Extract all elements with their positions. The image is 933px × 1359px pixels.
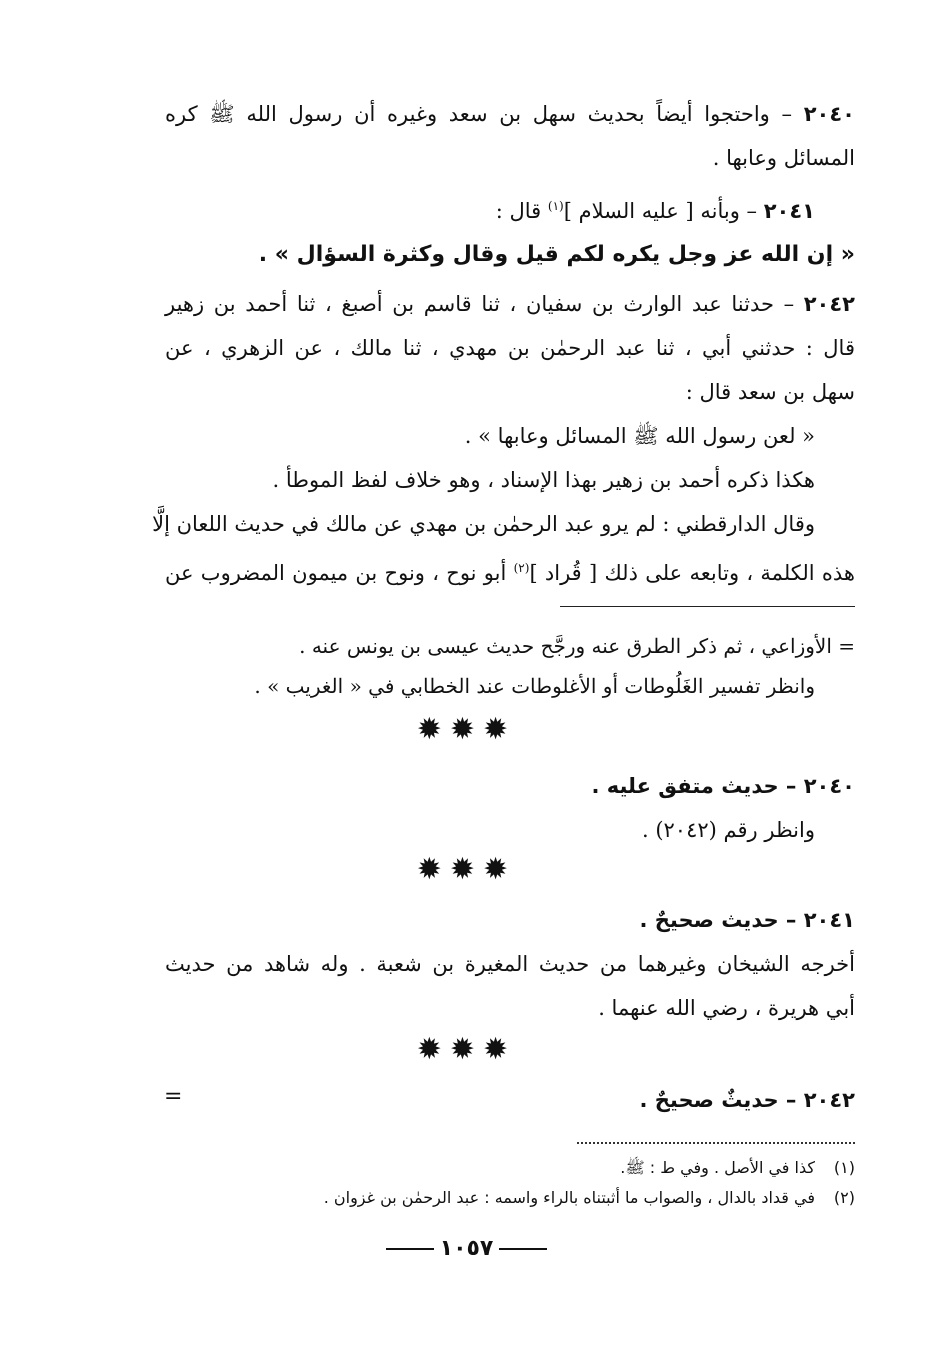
section-separator: ✹✹✹ [416, 1032, 517, 1067]
footnote-number: (١) [833, 1158, 855, 1177]
footnote-text: في قداد بالدال ، والصواب ما أثبتناه بالراء واسمه : عبد الرحمٰن بن غزوان . [323, 1188, 815, 1207]
footnote-1 [620, 1154, 855, 1182]
commentary-divider [560, 606, 855, 607]
footnote-text: كذا في الأصل . وفي ط : ﷺ. [620, 1158, 815, 1177]
hadith-number: ٢٠٤١ [763, 199, 815, 223]
footnote-ref: (١) [547, 199, 564, 213]
footnote-divider [577, 1142, 855, 1144]
dash-decoration [386, 1248, 434, 1250]
paragraph-text: المسائل وعابها . [712, 146, 855, 170]
commentary-text: أخرجه الشيخان وغيرهما من حديث المغيرة بن شعبة . وله شاهد من حديث [165, 952, 855, 976]
paragraph-2042 [152, 282, 855, 595]
paragraph-text: وقال الدارقطني : لم يرو عبد الرحمٰن بن مهدي عن مالك في حديث اللعان إلَّا [152, 512, 815, 536]
paragraph-text: – حدثنا عبد الوارث بن سفيان ، ثنا قاسم بن أصبغ ، ثنا أحمد بن زهير [165, 292, 795, 316]
commentary-2040 [165, 764, 855, 852]
commentary-text: = الأوزاعي ، ثم ذكر الطرق عنه ورجَّح حديث عيسى بن يونس عنه . [299, 634, 855, 658]
commentary-text: وانظر تفسير الغَلُوطات أو الأغلوطات عند الخطابي في « الغريب » . [254, 674, 815, 698]
paragraph-2041 [165, 184, 855, 277]
hadith-number: ٢٠٤٠ [803, 102, 855, 126]
commentary-2041 [165, 898, 855, 1030]
commentary-heading: ٢٠٤٢ – حديثٌ صحيحٌ . [639, 1088, 855, 1112]
footnote-ref: (٢) [513, 561, 530, 575]
paragraph-text: هذه الكلمة ، وتابعه على ذلك [ قُراد ] [529, 561, 855, 585]
footnote-2 [324, 1184, 855, 1212]
hadith-quote: « إن الله عز وجل يكره لكم قيل وقال وكثرة السؤال » . [258, 242, 855, 267]
paragraph-text: – واحتجوا أيضاً بحديث سهل بن سعد وغيره أن رسول الله ﷺ كره [165, 102, 792, 126]
section-separator: ✹✹✹ [416, 852, 517, 887]
commentary-heading: ٢٠٤٠ – حديث متفق عليه . [591, 774, 855, 798]
commentary-text: وانظر رقم (٢٠٤٢) . [641, 818, 815, 842]
commentary-continuation [165, 626, 855, 706]
section-separator: ✹✹✹ [416, 712, 517, 747]
hadith-number: ٢٠٤٢ [803, 292, 855, 316]
paragraph-text: هكذا ذكره أحمد بن زهير بهذا الإسناد ، وهو خلاف لفظ الموطأ . [272, 468, 815, 492]
paragraph-text: أبو نوح ، ونوح بن ميمون المضروب عن [165, 561, 514, 585]
commentary-heading: ٢٠٤١ – حديث صحيحٌ . [639, 908, 855, 932]
footnote-number: (٢) [833, 1188, 855, 1207]
paragraph-text: سهل بن سعد قال : [685, 380, 855, 404]
commentary-text: أبي هريرة ، رضي الله عنهما . [598, 996, 855, 1020]
paragraph-text: قال : [495, 199, 548, 223]
dash-decoration [499, 1248, 547, 1250]
commentary-2042 [165, 1078, 855, 1122]
paragraph-2040 [165, 92, 855, 180]
hadith-quote: « لعن رسول الله ﷺ المسائل وعابها » . [464, 424, 815, 448]
continued-mark: = [164, 1084, 183, 1109]
paragraph-text: – وبأنه [ عليه السلام ] [563, 199, 758, 223]
page-number [0, 1236, 933, 1261]
page-number-value: ١٠٥٧ [439, 1236, 494, 1261]
paragraph-text: قال : حدثني أبي ، ثنا عبد الرحمٰن بن مهدي ، ثنا مالك ، عن الزهري ، عن [165, 336, 855, 360]
